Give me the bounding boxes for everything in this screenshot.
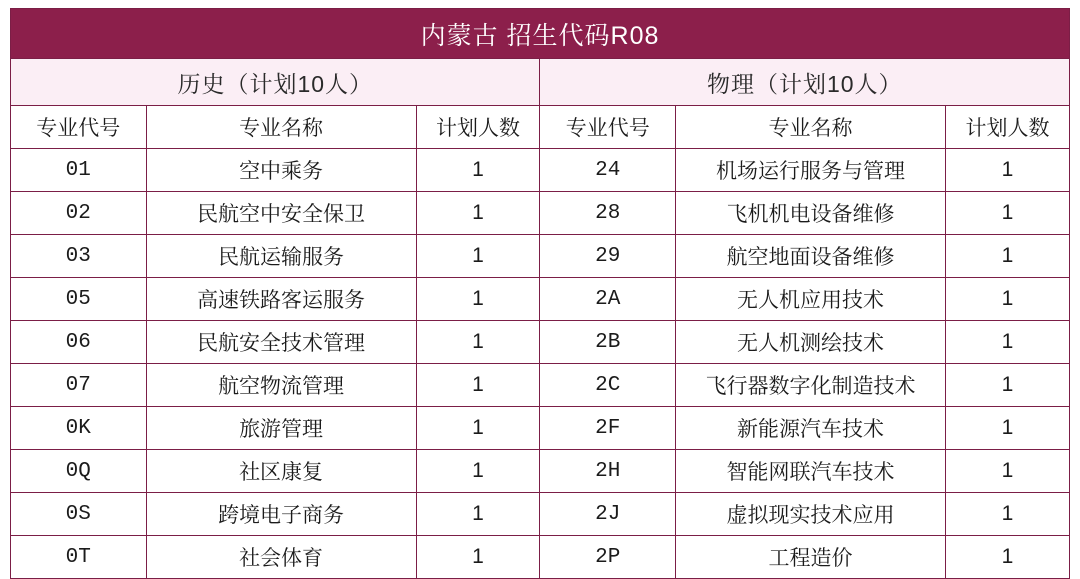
table-row xyxy=(11,149,1070,192)
cell-left-plan: 1 xyxy=(416,321,540,364)
cell-right-code: 2A xyxy=(540,278,676,321)
cell-left-code: 02 xyxy=(11,192,147,235)
cell-right-code: 29 xyxy=(540,235,676,278)
cell-right-code: 24 xyxy=(540,149,676,192)
table-row xyxy=(11,536,1070,579)
table-body xyxy=(11,9,1070,579)
cell-left-plan: 1 xyxy=(416,235,540,278)
header-right-major-name: 专业名称 xyxy=(676,106,946,149)
cell-left-name: 社会体育 xyxy=(146,536,416,579)
cell-right-name: 虚拟现实技术应用 xyxy=(676,493,946,536)
cell-left-name: 旅游管理 xyxy=(146,407,416,450)
cell-right-code: 2C xyxy=(540,364,676,407)
column-header-row xyxy=(11,106,1070,149)
header-left-major-name: 专业名称 xyxy=(146,106,416,149)
cell-right-plan: 1 xyxy=(946,235,1070,278)
cell-left-code: 06 xyxy=(11,321,147,364)
table-row xyxy=(11,235,1070,278)
title-row xyxy=(11,9,1070,59)
table-row xyxy=(11,192,1070,235)
cell-left-name: 空中乘务 xyxy=(146,149,416,192)
cell-left-code: 0S xyxy=(11,493,147,536)
cell-right-code: 2B xyxy=(540,321,676,364)
cell-right-name: 飞行器数字化制造技术 xyxy=(676,364,946,407)
cell-left-name: 航空物流管理 xyxy=(146,364,416,407)
table-row xyxy=(11,493,1070,536)
cell-left-plan: 1 xyxy=(416,407,540,450)
cell-right-name: 机场运行服务与管理 xyxy=(676,149,946,192)
cell-left-plan: 1 xyxy=(416,493,540,536)
cell-right-plan: 1 xyxy=(946,450,1070,493)
cell-left-name: 高速铁路客运服务 xyxy=(146,278,416,321)
header-left-major-code: 专业代号 xyxy=(11,106,147,149)
cell-right-plan: 1 xyxy=(946,536,1070,579)
cell-left-code: 0T xyxy=(11,536,147,579)
cell-right-code: 2H xyxy=(540,450,676,493)
cell-left-name: 跨境电子商务 xyxy=(146,493,416,536)
cell-left-code: 07 xyxy=(11,364,147,407)
cell-left-plan: 1 xyxy=(416,192,540,235)
cell-left-plan: 1 xyxy=(416,278,540,321)
cell-left-name: 社区康复 xyxy=(146,450,416,493)
cell-right-name: 智能网联汽车技术 xyxy=(676,450,946,493)
cell-right-code: 28 xyxy=(540,192,676,235)
cell-right-plan: 1 xyxy=(946,493,1070,536)
cell-right-name: 航空地面设备维修 xyxy=(676,235,946,278)
group-header-physics: 物理（计划10人） xyxy=(540,59,1070,106)
table-row xyxy=(11,407,1070,450)
cell-right-plan: 1 xyxy=(946,321,1070,364)
admissions-plan-sheet xyxy=(10,8,1070,579)
cell-right-plan: 1 xyxy=(946,192,1070,235)
cell-left-name: 民航安全技术管理 xyxy=(146,321,416,364)
cell-right-plan: 1 xyxy=(946,364,1070,407)
table-row xyxy=(11,450,1070,493)
cell-right-plan: 1 xyxy=(946,149,1070,192)
cell-left-plan: 1 xyxy=(416,364,540,407)
cell-left-code: 01 xyxy=(11,149,147,192)
cell-right-name: 工程造价 xyxy=(676,536,946,579)
group-header-history: 历史（计划10人） xyxy=(11,59,540,106)
cell-left-plan: 1 xyxy=(416,536,540,579)
page-title: 内蒙古 招生代码R08 xyxy=(11,9,1070,59)
cell-left-name: 民航运输服务 xyxy=(146,235,416,278)
table-row xyxy=(11,364,1070,407)
header-right-plan-count: 计划人数 xyxy=(946,106,1070,149)
cell-right-name: 无人机测绘技术 xyxy=(676,321,946,364)
header-right-major-code: 专业代号 xyxy=(540,106,676,149)
cell-right-plan: 1 xyxy=(946,278,1070,321)
cell-left-name: 民航空中安全保卫 xyxy=(146,192,416,235)
cell-left-plan: 1 xyxy=(416,450,540,493)
cell-right-code: 2P xyxy=(540,536,676,579)
cell-left-code: 05 xyxy=(11,278,147,321)
cell-left-code: 03 xyxy=(11,235,147,278)
cell-right-name: 无人机应用技术 xyxy=(676,278,946,321)
cell-left-code: 0Q xyxy=(11,450,147,493)
group-header-row xyxy=(11,59,1070,106)
header-left-plan-count: 计划人数 xyxy=(416,106,540,149)
cell-right-name: 飞机机电设备维修 xyxy=(676,192,946,235)
cell-right-plan: 1 xyxy=(946,407,1070,450)
admissions-plan-table xyxy=(10,8,1070,579)
cell-left-code: 0K xyxy=(11,407,147,450)
cell-right-code: 2J xyxy=(540,493,676,536)
table-row xyxy=(11,278,1070,321)
cell-right-code: 2F xyxy=(540,407,676,450)
table-row xyxy=(11,321,1070,364)
cell-left-plan: 1 xyxy=(416,149,540,192)
cell-right-name: 新能源汽车技术 xyxy=(676,407,946,450)
